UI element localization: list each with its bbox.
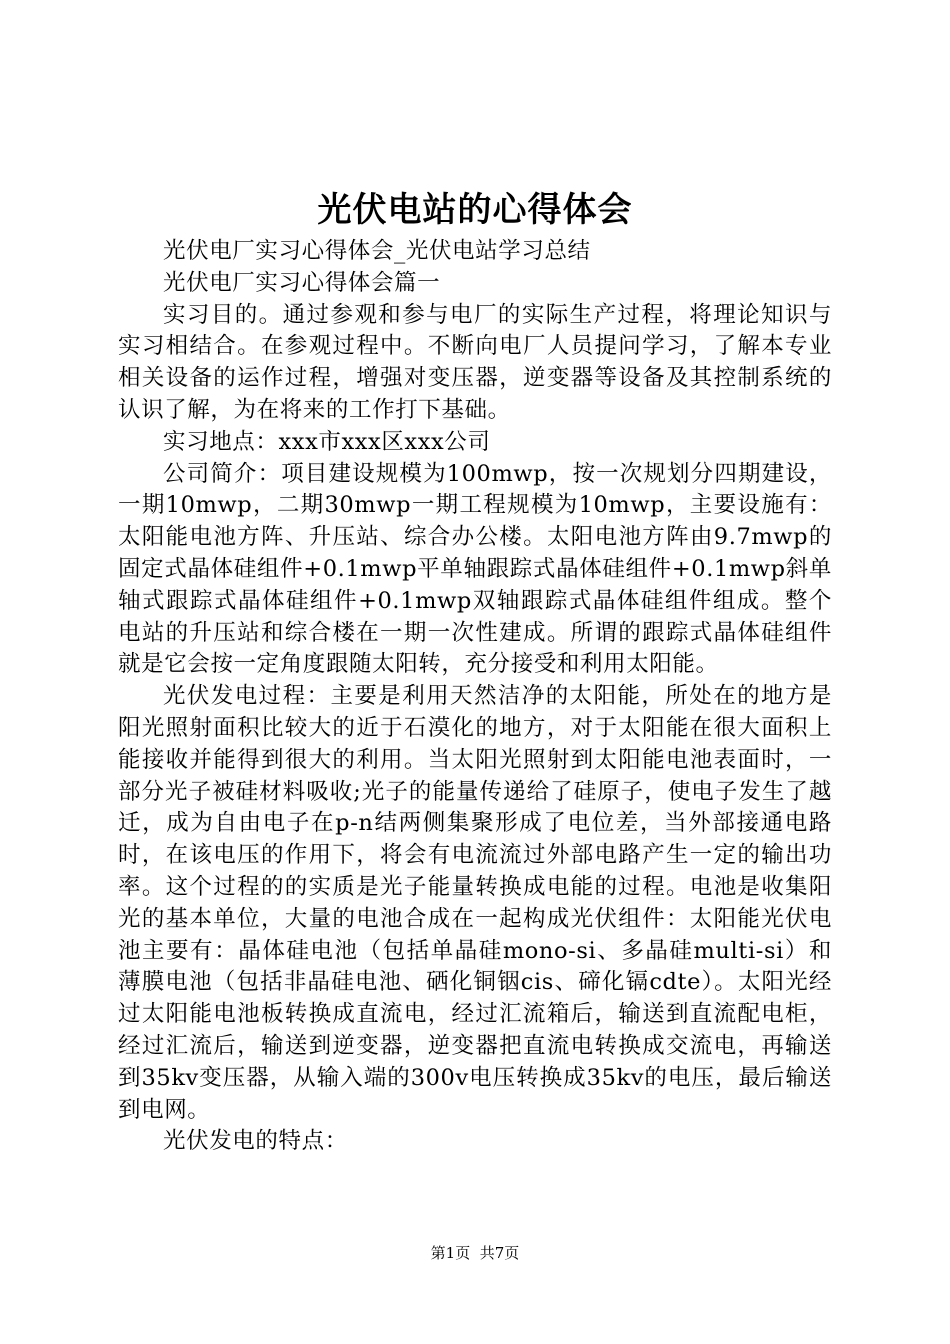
paragraph-location: 实习地点：xxx市xxx区xxx公司 bbox=[163, 428, 491, 455]
document-body bbox=[118, 236, 832, 1158]
paragraph-purpose: 实习目的。通过参观和参与电厂的实际生产过程，将理论知识与实习相结合。在参观过程中。不断向电厂人员提问学习，了解本专业相关设备的运作过程，增强对变压器，逆变器等设备及其控制系统的认识了解，为在将来的工作打下基础。 bbox=[118, 301, 832, 423]
page-footer bbox=[0, 1242, 950, 1264]
paragraph-section-heading: 光伏电厂实习心得体会篇一 bbox=[163, 269, 441, 296]
paragraph-generation-process: 光伏发电过程：主要是利用天然洁净的太阳能，所处在的地方是阳光照射面积比较大的近于石漠化的地方，对于太阳能在很大面积上能接收并能得到很大的利用。当太阳光照射到太阳能电池表面时，一部分光子被硅材料吸收;光子的能量传递给了硅原子，使电子发生了越迁，成为自由电子在p-n结两侧集聚形成了电位差，当外部接通电路时，在该电压的作用下，将会有电流流过外部电路产生一定的输出功率。这个过程的的实质是光子能量转换成电能的过程。电池是收集阳光的基本单位，大量的电池合成在一起构成光伏组件：太阳能光伏电池主要有：晶体硅电池（包括单晶硅mono-si、多晶硅multi-si）和薄膜电池（包括非晶硅电池、硒化铜铟cis、碲化镉cdte）。太阳光经过太阳能电池板转换成直流电，经过汇流箱后，输送到直流配电柜，经过汇流后，输送到逆变器，逆变器把直流电转换成交流电，再输送到35kv变压器，从输入端的300v电压转换成35kv的电压，最后输送到电网。 bbox=[118, 683, 832, 1123]
paragraph-company-intro: 公司简介：项目建设规模为100mwp，按一次规划分四期建设，一期10mwp，二期30mwp一期工程规模为10mwp，主要设施有：太阳能电池方阵、升压站、综合办公楼。太阳电池方阵由9.7mwp的固定式晶体硅组件+0.1mwp平单轴跟踪式晶体硅组件+0.1mwp斜单轴式跟踪式晶体硅组件+0.1mwp双轴跟踪式晶体硅组件组成。整个电站的升压站和综合楼在一期一次性建成。所谓的跟踪式晶体硅组件就是它会按一定角度跟随太阳转，充分接受和利用太阳能。 bbox=[118, 460, 832, 678]
paragraph-features-heading: 光伏发电的特点： bbox=[163, 1128, 348, 1155]
paragraph-subtitle: 光伏电厂实习心得体会_光伏电站学习总结 bbox=[163, 238, 591, 264]
document-title: 光伏电站的心得体会 bbox=[317, 190, 633, 230]
page-total: 共7页 bbox=[479, 1244, 520, 1262]
page-number: 第1页 bbox=[430, 1244, 471, 1262]
